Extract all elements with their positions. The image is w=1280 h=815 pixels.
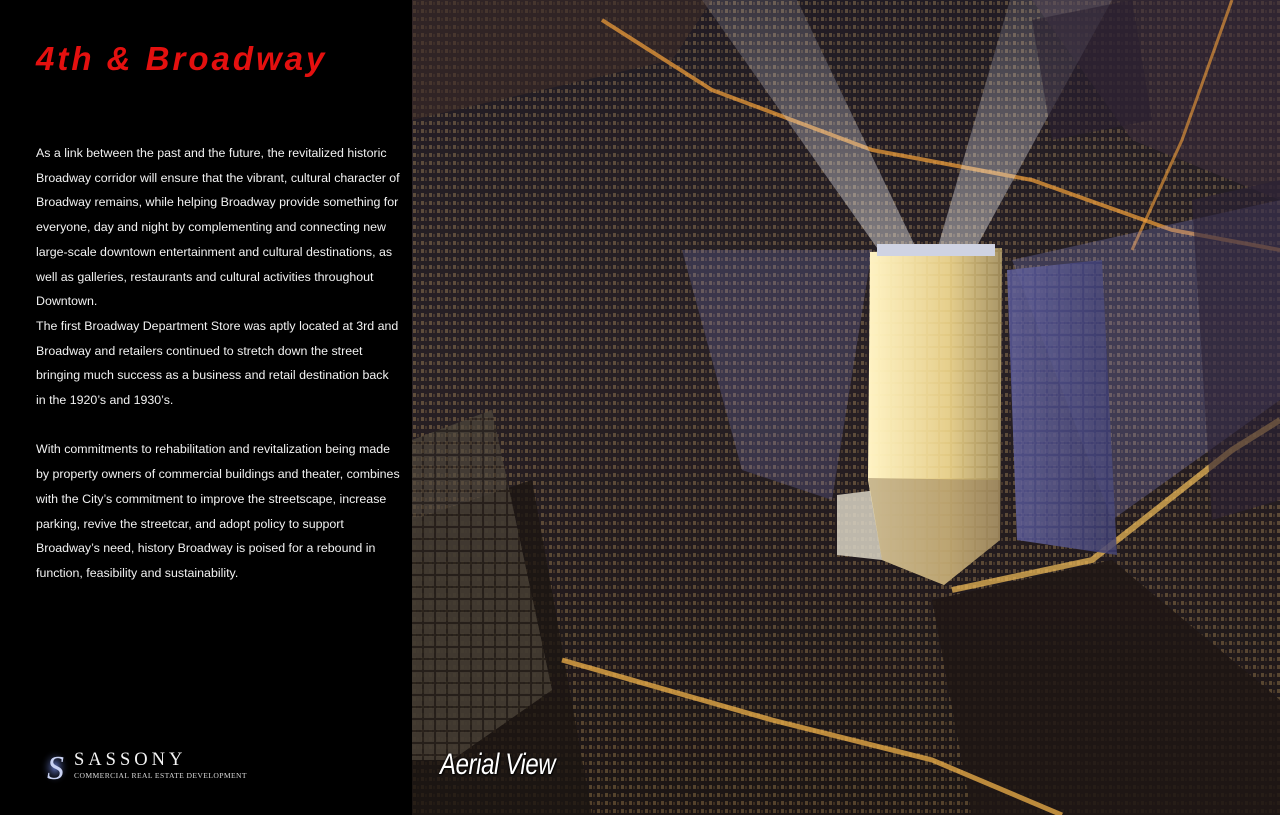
paragraph-history: The first Broadway Department Store was aptly located at 3rd and Broadway and retailers continued to stretch down the street bringing much success as a business and retail destination back in the 1920’s and 1930’s. — [36, 318, 399, 408]
text-panel — [0, 0, 412, 815]
s-monogram-icon — [40, 746, 74, 786]
aerial-city-illustration — [412, 0, 1280, 815]
body-copy — [36, 141, 401, 586]
company-logo — [40, 742, 270, 792]
aerial-rendering — [412, 0, 1280, 815]
logo-name: SASSONY — [74, 750, 187, 770]
logo-tagline: COMMERCIAL REAL ESTATE DEVELOPMENT — [74, 771, 247, 780]
image-caption: Aerial View — [440, 748, 556, 781]
svg-text:S: S — [47, 750, 64, 786]
paragraph-intro: As a link between the past and the future, the revitalized historic Broadway corridor will ensure that the vibrant, cultural character of Broadway remains, while helping Broadway provide something for everyone, day and night by complementing and connecting new large-scale downtown entertainment and cultural destinations, as well as galleries, restaurants and cultural activities throughout Downtown. — [36, 146, 400, 309]
paragraph-revitalization: With commitments to rehabilitation and revitalization being made by property owners of commercial buildings and theater, combines with the City’s commitment to improve the streetscape, increase parking, revive the streetcar, and adopt policy to support Broadway’s need, history Broadway is poised for a rebound in function, feasibility and sustainability. — [36, 442, 400, 580]
page-title: 4th & Broadway — [36, 40, 328, 77]
